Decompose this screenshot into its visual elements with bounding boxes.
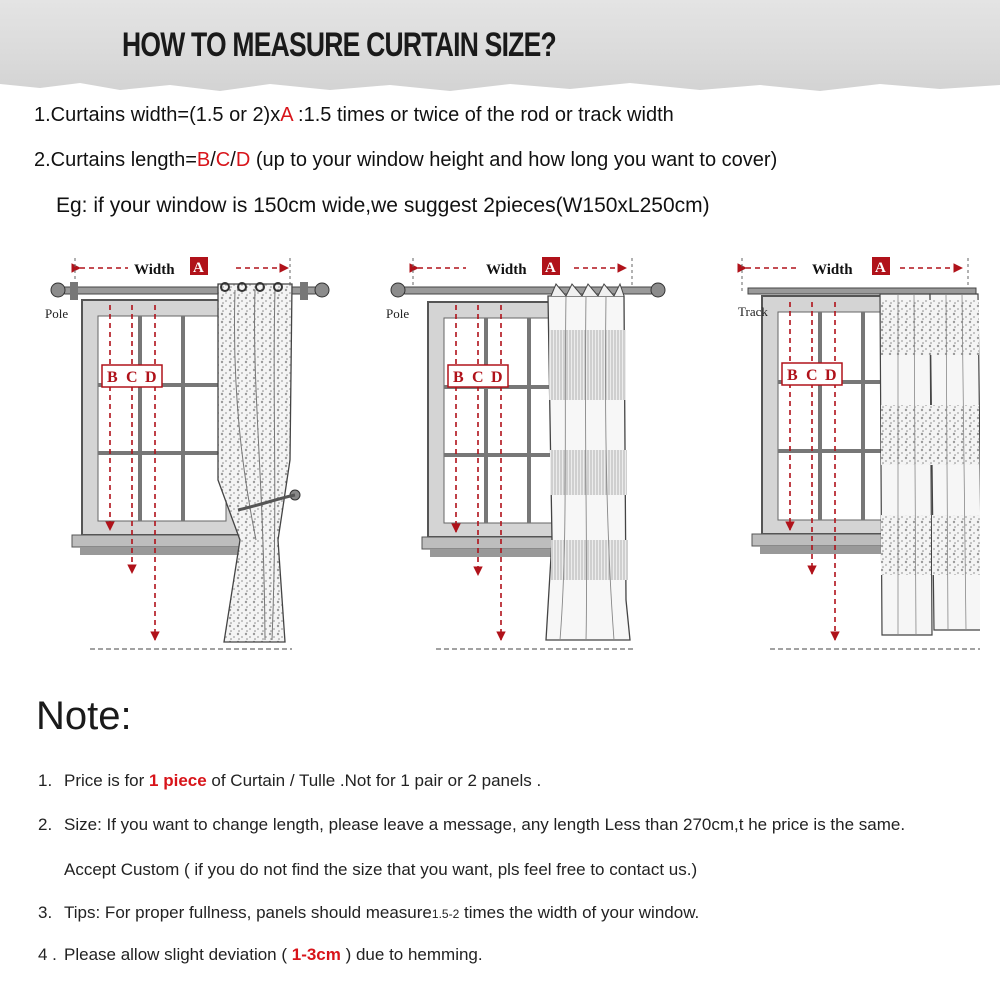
- note-item-2-continued: Accept Custom ( if you do not find the size that you want, pls feel free to contact us.): [64, 860, 698, 879]
- note-3-post: times the width of your window.: [459, 903, 700, 922]
- measurement-diagrams: [20, 240, 980, 660]
- width-rule-prefix: 1.Curtains width=(1.5 or 2)x: [34, 104, 281, 126]
- length-rule: [34, 149, 777, 172]
- note-1-post: of Curtain / Tulle .Not for 1 pair or 2 panels .: [206, 771, 542, 790]
- width-rule-suffix: :1.5 times or twice of the rod or track width: [292, 104, 674, 126]
- width-label: Width: [134, 262, 175, 278]
- length-rule-slash-1: /: [210, 149, 216, 171]
- length-rule-suffix: (up to your window height and how long you want to cover): [250, 149, 778, 171]
- note-item-2: [38, 815, 905, 835]
- letter-b-2: B: [453, 369, 464, 386]
- note-2-number: 2.: [38, 815, 53, 834]
- letter-b-3: B: [787, 367, 798, 384]
- note-4-number: 4 .: [38, 945, 57, 964]
- letter-d-1: D: [145, 369, 157, 386]
- length-rule-b: B: [196, 149, 211, 171]
- diagram-track: [738, 257, 980, 649]
- letter-d-3: D: [825, 367, 837, 384]
- width-rule-letter: A: [280, 104, 293, 126]
- length-rule-slash-2: /: [230, 149, 236, 171]
- page-title: HOW TO MEASURE CURTAIN SIZE?: [122, 26, 556, 64]
- note-item-4: [38, 945, 483, 965]
- width-letter: A: [545, 260, 556, 276]
- header-banner: [0, 0, 1000, 96]
- mount-label-2: Pole: [386, 306, 410, 321]
- letter-c-2: C: [472, 369, 484, 386]
- note-4-highlight: 1-3cm: [291, 945, 341, 964]
- letter-b-1: B: [107, 369, 118, 386]
- letter-d-2: D: [491, 369, 503, 386]
- width-label: Width: [486, 262, 527, 278]
- diagram-pole-pinch-pleat: [386, 257, 665, 649]
- width-rule: [34, 104, 674, 127]
- mount-label-3: Track: [738, 304, 768, 319]
- length-rule-d: D: [235, 149, 251, 171]
- letter-c-3: C: [806, 367, 818, 384]
- example-line: Eg: if your window is 150cm wide,we suggest 2pieces(W150xL250cm): [56, 194, 710, 217]
- note-2-text: Size: If you want to change length, please leave a message, any length Less than 270cm,t he price is the same.: [64, 815, 906, 834]
- length-rule-c: C: [215, 149, 231, 171]
- diagram-pole-grommet: [45, 257, 329, 649]
- note-3-number: 3.: [38, 903, 53, 922]
- note-1-pre: Price is for: [64, 771, 150, 790]
- notes-title: Note:: [36, 694, 132, 738]
- note-3-small: 1.5-2: [431, 907, 460, 921]
- note-1-highlight: 1 piece: [149, 771, 207, 790]
- note-3-pre: Tips: For proper fullness, panels should measure: [64, 903, 432, 922]
- length-rule-prefix: 2.Curtains length=: [34, 149, 197, 171]
- width-letter: A: [193, 260, 204, 276]
- mount-label-1: Pole: [45, 306, 69, 321]
- width-label: Width: [812, 262, 853, 278]
- note-1-number: 1.: [38, 771, 53, 790]
- letter-c-1: C: [126, 369, 138, 386]
- note-item-1: [38, 771, 541, 791]
- width-letter: A: [875, 260, 886, 276]
- note-4-post: ) due to hemming.: [340, 945, 483, 964]
- torn-edge-decoration: [0, 78, 1000, 100]
- note-4-pre: Please allow slight deviation (: [64, 945, 292, 964]
- note-item-3: [38, 903, 699, 923]
